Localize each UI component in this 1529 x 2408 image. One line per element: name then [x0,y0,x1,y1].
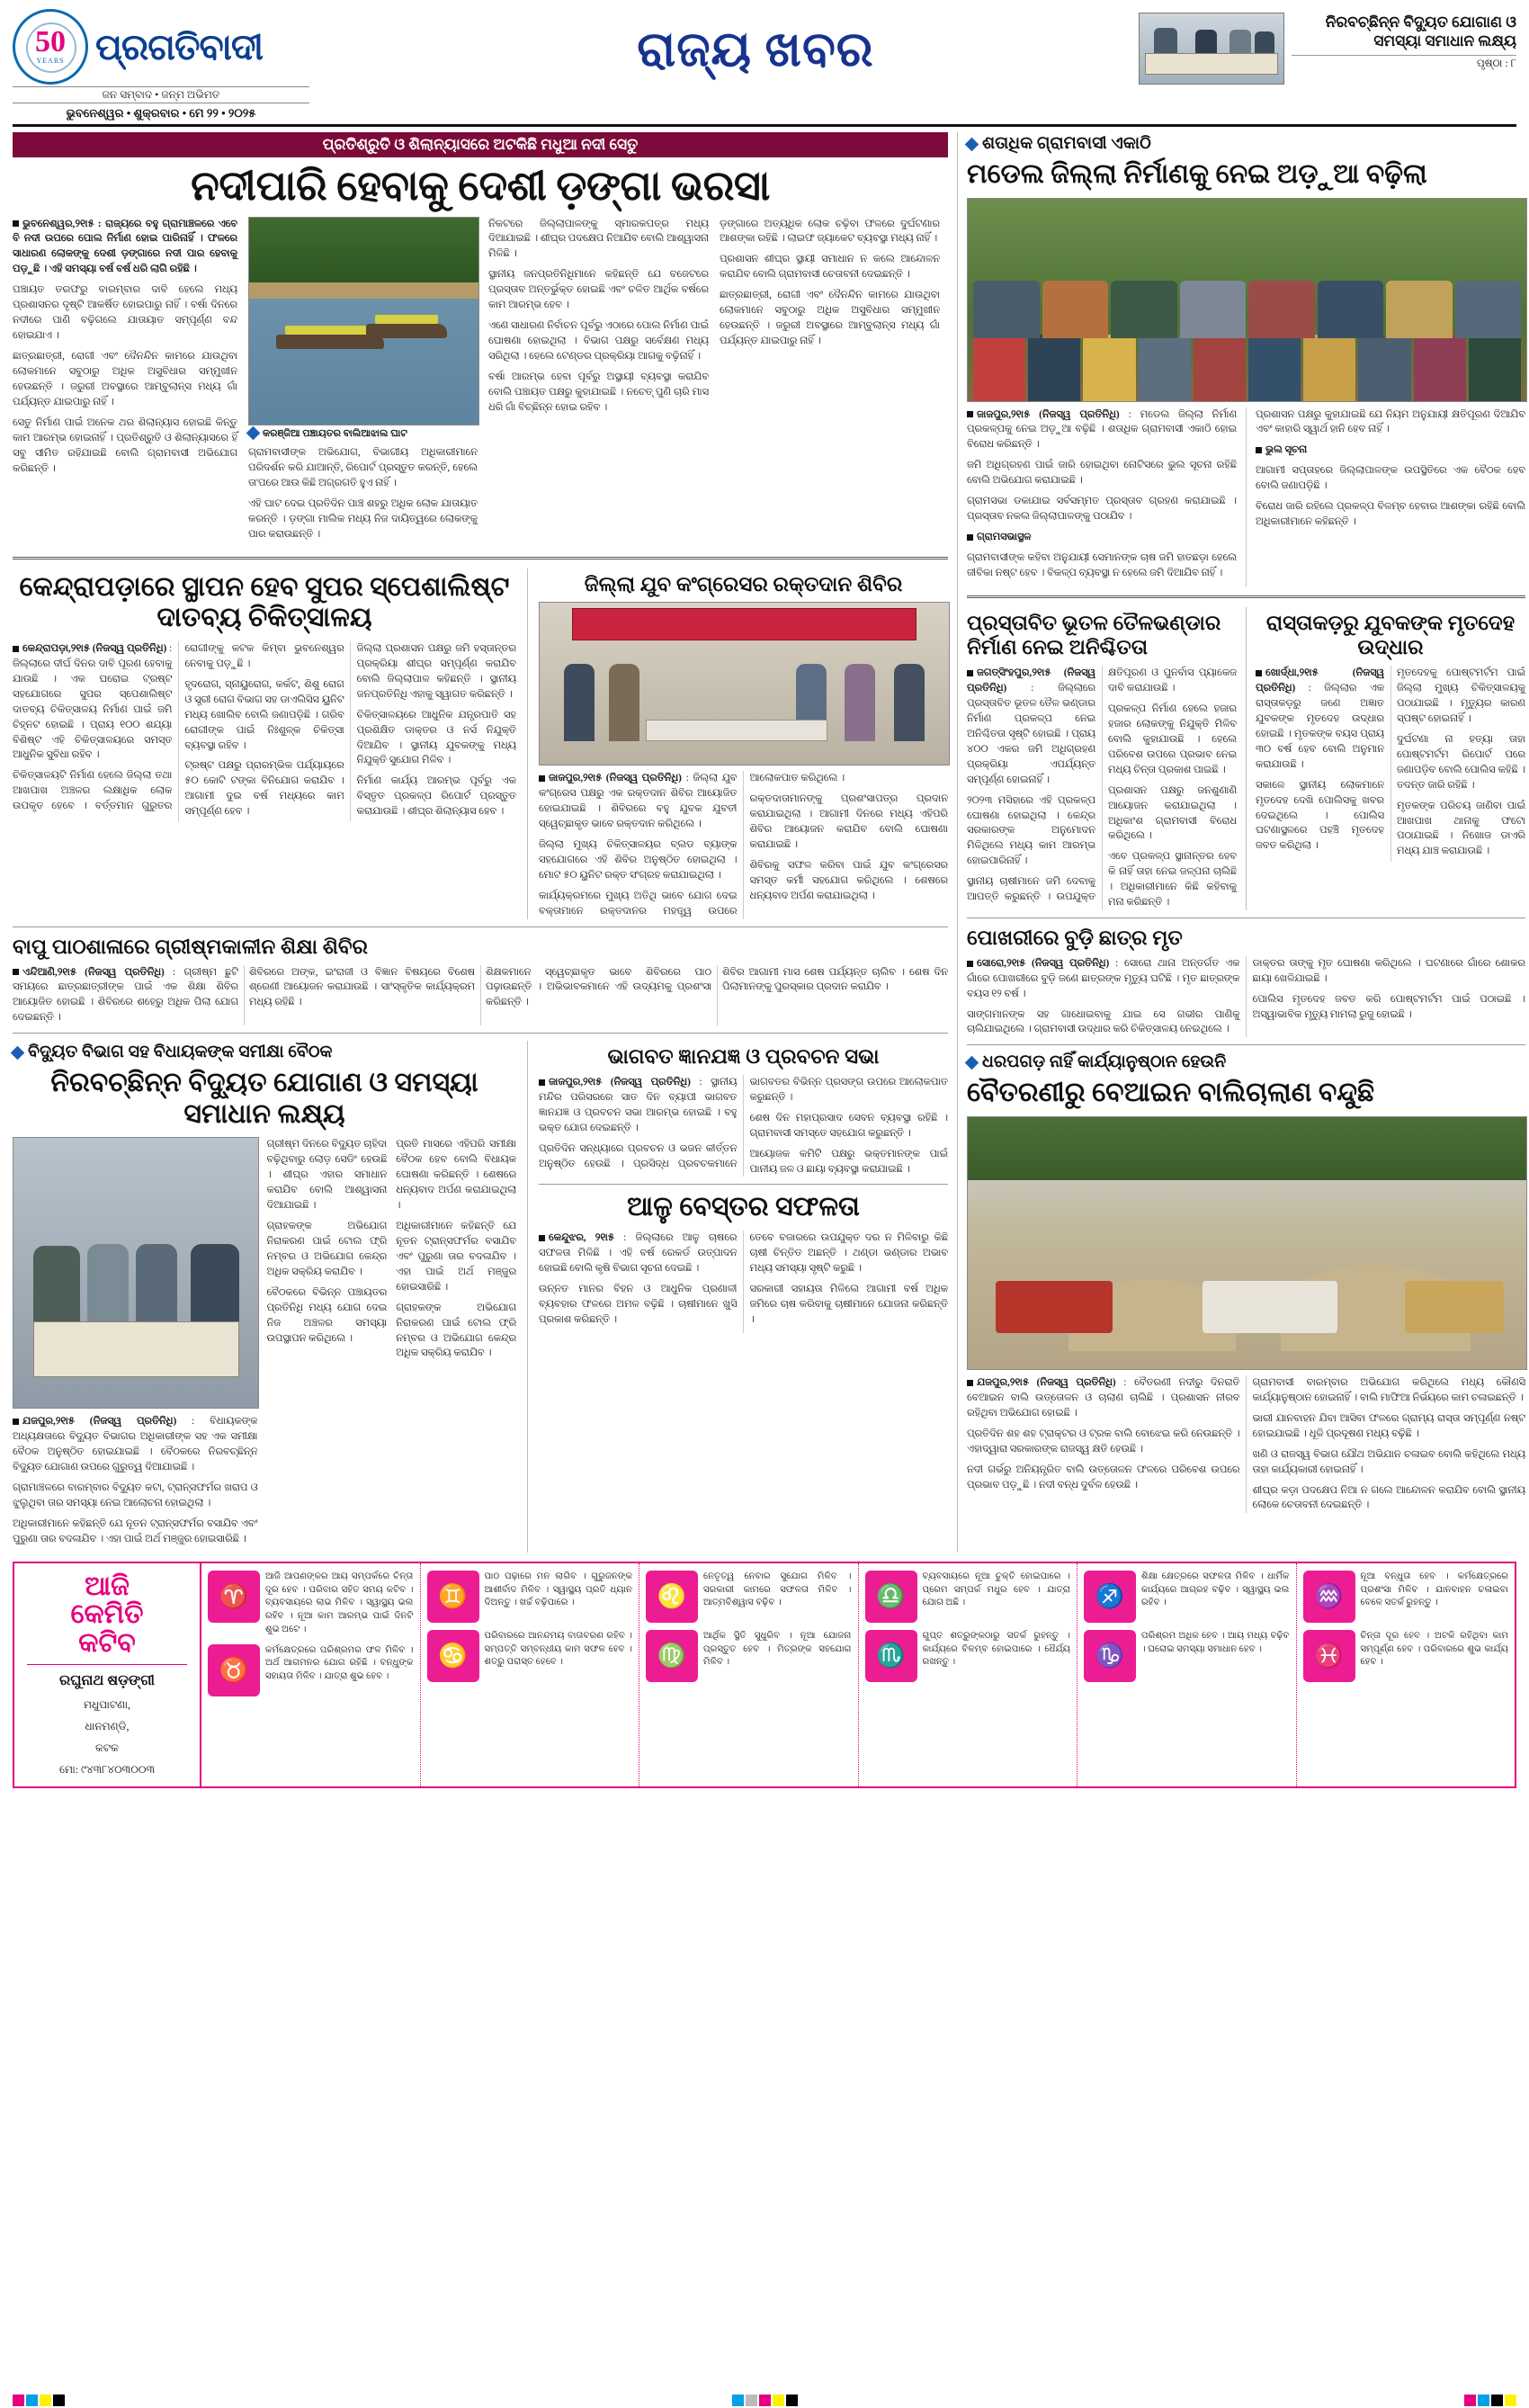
student-drown-para-2: ଡାକ୍ତର ତାଙ୍କୁ ମୃତ ଘୋଷଣା କରିଥିଲେ । ଘଟଣାରେ ଗାଁରେ ଶୋକର ଛାୟା ଖେଳିଯାଇଛି । [1252,957,1525,984]
lead-para-3: ସେତୁ ନିର୍ମାଣ ପାଇଁ ଅନେକ ଥର ଶିଲାନ୍ୟାସ ହୋଇଛି କିନ୍ତୁ କାମ ଆରମ୍ଭ ହୋଇନାହିଁ । ପ୍ରତିଶ୍ରୁତି ଓ ଶିଲାନ୍ୟାସରେ ହିଁ ସବୁ ସୀମିତ ରହିଯାଇଛି ବୋଲି ଗ୍ରାମବାସୀ ଅଭିଯୋଗ କରିଛନ୍ତି । [13,416,237,474]
masthead-promo [1139,9,1516,85]
model-district-kicker: ଶତାଧିକ ଗ୍ରାମବାସୀ ଏକାଠି [982,134,1151,153]
bhagabata-para-2: ଶେଷ ଦିନ ମହାପ୍ରସାଦ ସେବନ ବ୍ୟବସ୍ଥା ରହିଛି । ଗ୍ରାମବାସୀ ସମସ୍ତେ ସହଯୋଗ କରୁଛନ୍ତି । [749,1112,948,1139]
hospital-dateline: କେନ୍ଦ୍ରାପଡ଼ା,୨୧ା୫ (ନିଜସ୍ୱ ପ୍ରତିନିଧି) : ଜିଲ୍ଲାରେ ଦୀର୍ଘ ଦିନର ଦାବି ପୂରଣ ହେବାକୁ ଯାଉଛି । ଏକ ଘରୋଇ ଟ୍ରଷ୍ଟ ସହଯୋଗରେ ସୁପର ସ୍ପେଶାଲିଷ୍ଟ ଦାତବ୍ୟ ଚିକିତ୍ସାଳୟ ନିର୍ମାଣ ପାଇଁ ଜମି ଚିହ୍ନଟ ହୋଇଛି । ପ୍ରାୟ ୧୦୦ ଶଯ୍ୟା ବିଶିଷ୍ଟ ଏହି ଚିକିତ୍ସାଳୟରେ ସମସ୍ତ ଆଧୁନିକ ସୁବିଧା ରହିବ । [13,642,173,761]
model-district-photo [967,198,1527,402]
zodiac-cancer-text: ପରିବାରରେ ଆନନ୍ଦମୟ ବାତାବରଣ ରହିବ । ସମ୍ପତ୍ତି ସମ୍ବନ୍ଧୀୟ କାମ ସଫଳ ହେବ । ଶତ୍ରୁ ପରାସ୍ତ ହେବେ । [484,1630,632,1668]
diamond-icon [965,137,979,151]
horoscope-grid [201,1563,1515,1786]
hospital-para-6: ନିର୍ମାଣ କାର୍ଯ୍ୟ ଆରମ୍ଭ ପୂର୍ବରୁ ଏକ ବିସ୍ତୃତ ପ୍ରକଳ୍ପ ରିପୋର୍ଟ ପ୍ରସ୍ତୁତ କରାଯାଉଛି । ଶୀଘ୍ର ଶିଲାନ୍ୟାସ ହେବ । [356,775,516,818]
horoscope-column [1297,1563,1516,1786]
horoscope-title-3: କଟିବ [78,1627,136,1658]
zodiac-leo-icon: ♌ [646,1571,698,1623]
model-district-figure [967,198,1525,402]
lead-figure [248,217,478,441]
lead-kicker: ପ୍ରତିଶ୍ରୁତି ଓ ଶିଲାନ୍ୟାସରେ ଅଟକିଛି ମଧୁଆ ନଦୀ ସେତୁ [13,132,948,157]
summer-school-para-2: ଶିକ୍ଷକମାନେ ସ୍ୱେଚ୍ଛାକୃତ ଭାବେ ଶିବିରରେ ପାଠ ପଢ଼ାଉଛନ୍ତି । ଅଭିଭାବକମାନେ ଏହି ଉଦ୍ୟମକୁ ପ୍ରଶଂସା କରିଛନ୍ତି । [486,966,711,1008]
color-bar-group-right [1464,2395,1516,2406]
masthead [13,9,1516,127]
model-district-para-5: ଆଗାମୀ ସପ୍ତାହରେ ଜିଲ୍ଲାପାଳଙ୍କ ଉପସ୍ଥିତିରେ ଏକ ବୈଠକ ହେବ ବୋଲି ଜଣାପଡ଼ିଛି । [1256,465,1525,492]
lead-headline: ନଦୀପାରି ହେବାକୁ ଦେଶୀ ଡ଼ଙ୍ଗା ଭରସା [191,163,770,209]
left-column [13,132,958,1553]
lead-para-8: ଏଣେ ସାଧାରଣ ନିର୍ବାଚନ ପୂର୍ବରୁ ଏଠାରେ ପୋଲ ନିର୍ମାଣ ପାଇଁ ଘୋଷଣା ହୋଇଥିଲା । ବିଭାଗ ପକ୍ଷରୁ ସର୍ବେକ୍ଷଣ ମଧ୍ୟ ସରିଥିଲା । ହେଲେ ଟେଣ୍ଡର ପ୍ରକ୍ରିୟା ଆଗକୁ ବଢ଼ିନାହିଁ । [488,320,709,363]
power-meeting-para-7: ଅଧିକାରୀମାନେ କହିଛନ୍ତି ଯେ ନୂତନ ଟ୍ରାନ୍ସଫର୍ମର ବସାଯିବ ଏବଂ ପୁରୁଣା ତାର ବଦଳାଯିବ । ଏହା ପାଇଁ ଅର୍ଥ ମଞ୍ଜୁର ହୋଇସାରିଛି । [396,1220,517,1293]
bhagabata-para-1: ପ୍ରତିଦିନ ସନ୍ଧ୍ୟାରେ ପ୍ରବଚନ ଓ ଭଜନ କୀର୍ତ୍ତନ ଅନୁଷ୍ଠିତ ହେଉଛି । ପ୍ରସିଦ୍ଧ ପ୍ରବଚକମାନେ ଭାଗବତର ବିଭିନ୍ନ ପ୍ରସଙ୍ଗ ଉପରେ ଆଲୋକପାତ କରୁଛନ୍ତି । [539,1076,948,1169]
sand-mafia-photo [967,1116,1527,1370]
bhagabata-para-3: ଆୟୋଜକ କମିଟି ପକ୍ଷରୁ ଭକ୍ତମାନଙ୍କ ପାଇଁ ପାନୀୟ ଜଳ ଓ ଛାୟା ବ୍ୟବସ୍ଥା କରାଯାଇଛି । [749,1148,948,1175]
sand-mafia-kicker-row [967,1052,1525,1072]
student-drown-dateline: ସୋରୋ,୨୧ା୫ (ନିଜସ୍ୱ ପ୍ରତିନିଧି) : ସୋରୋ ଥାନା ଅନ୍ତର୍ଗତ ଏକ ଗାଁରେ ପୋଖରୀରେ ବୁଡ଼ି ଜଣେ ଛାତ୍ରଙ୍କ ମୃତ୍ୟୁ ଘଟିଛି । ମୃତ ଛାତ୍ରଙ୍କ ବୟସ ୧୨ ବର୍ଷ । [967,957,1240,999]
horoscope-author: ରଘୁନାଥ ଷଡ଼ଙ୍ଗୀ [58,1673,156,1689]
model-district-para-3: ଗ୍ରାମବାସୀଙ୍କ କହିବା ଅନୁଯାୟୀ ସେମାନଙ୍କ ଚାଷ ଜମି ହାତଛଡ଼ା ହେଲେ ଜୀବିକା ନଷ୍ଟ ହେବ । ବିକଳ୍ପ ବ୍ୟବସ୍ଥା ନ ହେଲେ ଜମି ଦିଆଯିବ ନାହିଁ । [967,552,1237,578]
horoscope-column [859,1563,1078,1786]
lead-para-extra: ଛାତ୍ରଛାତ୍ରୀ, ରୋଗୀ ଏବଂ ଦୈନନ୍ଦିନ କାମରେ ଯାଉଥିବା ଲୋକମାନେ ସବୁଠାରୁ ଅଧିକ ଅସୁବିଧାର ସମ୍ମୁଖୀନ ହେଉଛନ୍ତି । ଜରୁରୀ ଅବସ୍ଥାରେ ଆମ୍ବୁଲାନ୍ସ ମଧ୍ୟ ଗାଁ ପର୍ଯ୍ୟନ୍ତ ଯାଇପାରୁ ନାହିଁ । [720,290,940,347]
sand-mafia-title: ବୈତରଣୀରୁ ବେଆଇନ ବାଲିଚାଲାଣ ବନ୍ଦୁଛି [967,1078,1374,1108]
summer-school-para-1: ଶିବିରରେ ଅଙ୍କ, ଇଂରାଜୀ ଓ ବିଜ୍ଞାନ ବିଷୟରେ ବିଶେଷ ଶ୍ରେଣୀ ଆୟୋଜନ କରାଯାଉଛି । ସାଂସ୍କୃତିକ କାର୍ଯ୍ୟକ୍ରମ ମଧ୍ୟ ରହିଛି । [249,966,475,1008]
horoscope-address-1: ମଧୁପାଟଣା, [84,1698,130,1712]
student-drown-title: ପୋଖରୀରେ ବୁଡ଼ି ଛାତ୍ର ମୃତ [967,926,1183,950]
promo-photo [1139,13,1284,85]
right-column [958,132,1525,1553]
body-found-title: ରାସ୍ତାକଡ଼ରୁ ଯୁବକଙ୍କ ମୃତଦେହ ଉଦ୍ଧାର [1265,611,1516,659]
power-meeting-para-5: ବୈଠକରେ ବିଭିନ୍ନ ପଞ୍ଚାୟତର ପ୍ରତିନିଧି ମଧ୍ୟ ଯୋଗ ଦେଇ ନିଜ ଅଞ୍ଚଳର ସମସ୍ୟା ଉପସ୍ଥାପନ କରିଥିଲେ । [266,1286,388,1344]
hospital-para-3: ଟ୍ରଷ୍ଟ ପକ୍ଷରୁ ପ୍ରାରମ୍ଭିକ ପର୍ଯ୍ୟାୟରେ ୫୦ କୋଟି ଟଙ୍କା ବିନିଯୋଗ କରାଯିବ । ଆଗାମୀ ଦୁଇ ବର୍ଷ ମଧ୍ୟରେ କାମ ସମ୍ପୂର୍ଣ୍ଣ ହେବ । [184,760,344,818]
sand-mafia-para-6: ଶୀଘ୍ର କଡ଼ା ପଦକ୍ଷେପ ନିଆ ନ ଗଲେ ଆନ୍ଦୋଳନ କରାଯିବ ବୋଲି ସ୍ଥାନୀୟ ଲୋକେ ଚେତାବନୀ ଦେଇଛନ୍ତି । [1252,1484,1525,1511]
sand-mafia-para-1: ପ୍ରତିଦିନ ଶହ ଶହ ଟ୍ରାକ୍ଟର ଓ ଟ୍ରକ ବାଲି ବୋଝେଇ କରି ନେଉଛନ୍ତି । ଏହାଦ୍ୱାରା ସରକାରଙ୍କ ରାଜସ୍ୱ କ୍ଷତି ହେଉଛି । [967,1428,1240,1455]
hospital-para-1: ଚିକିତ୍ସାଳୟଟି ନିର୍ମାଣ ହେଲେ ଜିଲ୍ଲା ତଥା ଆଖପାଖ ଅଞ୍ଚଳର ଲକ୍ଷାଧିକ ଲୋକ ଉପକୃତ ହେବେ । ବର୍ତ୍ତମାନ ଗୁରୁତର ରୋଗୀଙ୍କୁ କଟକ କିମ୍ବା ଭୁବନେଶ୍ୱର ନେବାକୁ ପଡ଼ୁଛି । [13,642,344,812]
section-title-block [372,9,1139,78]
lead-para-10: ଡ଼ଙ୍ଗାରେ ଅତ୍ୟଧିକ ଲୋକ ଚଢ଼ିବା ଫଳରେ ଦୁର୍ଘଟଣାର ଆଶଙ୍କା ରହିଛି । ଲାଇଫ ଜ୍ୟାକେଟ ବ୍ୟବସ୍ଥା ମଧ୍ୟ ନାହିଁ । [720,218,940,245]
horoscope-masthead [14,1563,201,1786]
zodiac-capricorn-icon: ♑ [1084,1630,1136,1682]
zodiac-scorpio-icon: ♏ [865,1630,917,1682]
blood-camp-photo [539,602,950,765]
model-district-para-4: ପ୍ରଶାସନ ପକ୍ଷରୁ କୁହାଯାଇଛି ଯେ ନିୟମ ଅନୁଯାୟୀ କ୍ଷତିପୂରଣ ଦିଆଯିବ ଏବଂ କାହାରି ସ୍ୱାର୍ଥ ହାନି ହେବ ନାହିଁ । [1256,408,1525,435]
oil-depot-para-1: ୨୦୨୩ ମସିହାରେ ଏହି ପ୍ରକଳ୍ପ ଘୋଷଣା ହୋଇଥିଲା । କେନ୍ଦ୍ର ସରକାରଙ୍କ ଅନୁମୋଦନ ମିଳିଥିଲେ ମଧ୍ୟ କାମ ଆରମ୍ଭ ହୋଇପାରିନାହିଁ । [967,794,1095,867]
power-meeting-para-8: ଗ୍ରାହକଙ୍କ ଅଭିଯୋଗ ନିରାକରଣ ପାଇଁ ଟୋଲ ଫ୍ରି ନମ୍ବର ଓ ଅଭିଯୋଗ କେନ୍ଦ୍ର ଅଧିକ ସକ୍ରିୟ କରାଯିବ । [396,1302,517,1359]
power-meeting-kicker-row [13,1043,516,1062]
diamond-icon [965,1056,979,1070]
zodiac-leo-text: ନେତୃତ୍ୱ ନେବାର ସୁଯୋଗ ମିଳିବ । ସରକାରୀ କାମରେ ସଫଳତା ମିଳିବ । ଆତ୍ମବିଶ୍ୱାସ ବଢ଼ିବ । [703,1571,852,1608]
zodiac-aries-icon: ♈ [208,1571,260,1623]
zodiac-libra-text: ବ୍ୟବସାୟରେ ନୂଆ ଚୁକ୍ତି ହୋଇପାରେ । ପ୍ରେମ ସମ୍ପର୍କ ମଧୁର ହେବ । ଯାତ୍ରା ଯୋଗ ଅଛି । [922,1571,1070,1608]
body-found-para-4: ମୃତକଙ୍କ ପରିଚୟ ଜାଣିବା ପାଇଁ ଆଖପାଖ ଥାନାକୁ ଫଟୋ ପଠାଯାଇଛି । ନିଖୋଜ ଡାଏରି ମଧ୍ୟ ଯାଞ୍ଚ କରାଯାଉଛି । [1397,800,1525,857]
zodiac-aquarius-icon: ♒ [1303,1571,1355,1623]
sand-mafia-para-3: ଗ୍ରାମବାସୀ ବାରମ୍ବାର ଅଭିଯୋଗ କରିଥିଲେ ମଧ୍ୟ କୌଣସି କାର୍ଯ୍ୟାନୁଷ୍ଠାନ ହୋଇନାହିଁ । ବାଲି ମାଫିଆ ନିର୍ଭୟରେ କାମ ଚଳାଇଛନ୍ତି । [1252,1376,1525,1403]
lead-para-4: ଗ୍ରାମବାସୀଙ୍କ ଅଭିଯୋଗ, ବିଭାଗୀୟ ଅଧିକାରୀମାନେ ପରିଦର୍ଶନ କରି ଯାଆନ୍ତି, ରିପୋର୍ଟ ପ୍ରସ୍ତୁତ କରନ୍ତି, ହେଲେ ତା'ପରେ ଆଉ କିଛି ଅଗ୍ରଗତି ହୁଏ ନାହିଁ । [248,447,478,489]
print-color-bars [13,2395,1516,2406]
color-bar-group-left [13,2395,65,2406]
horoscope-panel [13,1562,1516,1788]
lead-para-9: ବର୍ଷା ଆରମ୍ଭ ହେବା ପୂର୍ବରୁ ଅସ୍ଥାୟୀ ବ୍ୟବସ୍ଥା କରାଯିବ ବୋଲି ପଞ୍ଚାୟତ ପକ୍ଷରୁ କୁହାଯାଇଛି । ନଚେତ୍ ପୁଣି ଚାରି ମାସ ଧରି ଗାଁ ବିଚ୍ଛିନ୍ନ ହୋଇ ରହିବ । [488,371,709,413]
page-number: ପୃଷ୍ଠା : ୮ [1292,55,1516,70]
logo-row [13,9,372,85]
summer-school-title: ବାପୁ ପାଠଶାଳାରେ ଗ୍ରୀଷ୍ମକାଳୀନ ଶିକ୍ଷା ଶିବିର [13,935,368,958]
power-meeting-para-2: ଅଧିକାରୀମାନେ କହିଛନ୍ତି ଯେ ନୂତନ ଟ୍ରାନ୍ସଫର୍ମର ବସାଯିବ ଏବଂ ପୁରୁଣା ତାର ବଦଳାଯିବ । ଏହା ପାଇଁ ଅର୍ଥ ମଞ୍ଜୁର ହୋଇସାରିଛି । [13,1517,258,1544]
lead-para-0: ଭୁବନେଶ୍ୱର,୨୧ା୫ : ରାଜ୍ୟରେ ବହୁ ଗ୍ରାମାଞ୍ଚଳରେ ଏବେ ବି ନଦୀ ଉପରେ ପୋଲ ନିର୍ମାଣ ହୋଇ ପାରିନାହିଁ । ଫଳରେ ସାଧାରଣ ଲୋକଙ୍କୁ ଦେଶୀ ଡ଼ଙ୍ଗାରେ ନଦୀ ପାର ହେବାକୁ ପଡ଼ୁଛି । ଏହି ସମସ୍ୟା ବର୍ଷ ବର୍ଷ ଧରି ଲାଗି ରହିଛି । [13,218,237,275]
blood-camp-para-1: ଜିଲ୍ଲା ମୁଖ୍ୟ ଚିକିତ୍ସାଳୟର ବ୍ଲଡ ବ୍ୟାଙ୍କ ସହଯୋଗରେ ଏହି ଶିବିର ଅନୁଷ୍ଠିତ ହୋଇଥିଲା । ମୋଟ ୫୦ ୟୁନିଟ ରକ୍ତ ସଂଗ୍ରହ କରାଯାଇଥିଲା । [539,839,738,882]
horoscope-column [639,1563,859,1786]
anniversary-years: YEARS [36,56,65,65]
brand-name: ପ୍ରଗତିବାଦୀ [95,26,264,67]
body-found-dateline: ଖୋର୍ଦ୍ଧା,୨୧ା୫ (ନିଜସ୍ୱ ପ୍ରତିନିଧି) : ଜିଲ୍ଲାର ଏକ ରାସ୍ତାକଡ଼ରୁ ଜଣେ ଅଜ୍ଞାତ ଯୁବକଙ୍କ ମୃତଦେହ ଉଦ୍ଧାର ହୋଇଛି । ମୃତକଙ୍କ ବୟସ ପ୍ରାୟ ୩୦ ବର୍ଷ ହେବ ବୋଲି ଅନୁମାନ କରାଯାଉଛି । [1256,667,1384,770]
horoscope-title-1: ଆଜି [85,1571,130,1601]
zodiac-capricorn-text: ପରିଶ୍ରମ ଅଧିକ ହେବ । ଆୟ ମଧ୍ୟ ବଢ଼ିବ । ଘରୋଇ ସମସ୍ୟା ସମାଧାନ ହେବ । [1141,1630,1290,1654]
blood-camp-para-2: କାର୍ଯ୍ୟକ୍ରମରେ ମୁଖ୍ୟ ଅତିଥି ଭାବେ ଯୋଗ ଦେଇ ବକ୍ତାମାନେ ରକ୍ତଦାନର ମହତ୍ତ୍ୱ ଉପରେ ଆଲୋକପାତ କରିଥିଲେ । [539,773,845,917]
bhagabata-dateline: ଜାଜପୁର,୨୧ା୫ (ନିଜସ୍ୱ ପ୍ରତିନିଧି) : ସ୍ଥାନୀୟ ମନ୍ଦିର ପରିସରରେ ସାତ ଦିନ ବ୍ୟାପୀ ଭାଗବତ ଜ୍ଞାନଯଜ୍ଞ ଓ ପ୍ରବଚନ ସଭା ଆରମ୍ଭ ହୋଇଛି । ବହୁ ଭକ୍ତ ଯୋଗ ଦେଇଛନ୍ତି । [539,1076,738,1133]
model-district-dateline: ଜାଜପୁର,୨୧ା୫ (ନିଜସ୍ୱ ପ୍ରତିନିଧି) : ମଡେଲ ଜିଲ୍ଲା ନିର୍ମାଣ ପ୍ରକଳ୍ପକୁ ନେଇ ଅଡ଼ୁଆ ବଢ଼ିଛି । ଶତାଧିକ ଗ୍ରାମବାସୀ ଏକାଠି ହୋଇ ବିରୋଧ କରିଛନ୍ତି । [967,408,1237,451]
sand-mafia-figure [967,1116,1525,1370]
sand-mafia-dateline: ଯଜପୁର,୨୧ା୫ (ନିଜସ୍ୱ ପ୍ରତିନିଧି) : ବୈତରଣୀ ନଦୀରୁ ଦିନରାତି ବେଆଇନ ବାଲି ଉତ୍ତୋଳନ ଓ ଚାଲାଣ ଚାଲିଛି । ପ୍ରଶାସନ ନୀରବ ରହିଥିବା ଅଭିଯୋଗ ହୋଇଛି । [967,1376,1240,1419]
power-meeting-figure [13,1137,257,1409]
horoscope-phone: ମୋ: ୯୪୩୮୪୦୩୦୦୩ [58,1763,156,1777]
zodiac-pisces-text: ଚିନ୍ତା ଦୂର ହେବ । ଅଟକି ରହିଥିବା କାମ ସମ୍ପୂର୍ଣ୍ଣ ହେବ । ପରିବାରରେ ଶୁଭ କାର୍ଯ୍ୟ ହେବ । [1360,1630,1508,1668]
potato-para-3: ସରକାରୀ ସହାୟତା ମିଳିଲେ ଆଗାମୀ ବର୍ଷ ଅଧିକ ଜମିରେ ଚାଷ କରିବାକୁ ଚାଷୀମାନେ ଯୋଜନା କରିଛନ୍ତି । [749,1283,948,1325]
zodiac-sagittarius-text: ଶିକ୍ଷା କ୍ଷେତ୍ରରେ ସଫଳତା ମିଳିବ । ଧାର୍ମିକ କାର୍ଯ୍ୟରେ ଆଗ୍ରହ ବଢ଼ିବ । ସ୍ୱାସ୍ଥ୍ୟ ଭଲ ରହିବ । [1141,1571,1290,1608]
color-bar-group-center [732,2395,798,2406]
lead-para-7: ସ୍ଥାନୀୟ ଜନପ୍ରତିନିଧିମାନେ କହିଛନ୍ତି ଯେ ବଜେଟରେ ପ୍ରସ୍ତାବ ଅନ୍ତର୍ଭୁକ୍ତ ହୋଇଛି ଏବଂ ଚଳିତ ଆର୍ଥିକ ବର୍ଷରେ କାମ ଆରମ୍ଭ ହେବ । [488,269,709,311]
horoscope-column [201,1563,421,1786]
model-district-para-2: ଗ୍ରାମସଭା ଡକାଯାଇ ସର୍ବସମ୍ମତ ପ୍ରସ୍ତାବ ଗ୍ରହଣ କରାଯାଇଛି । ପ୍ରସ୍ତାବ ନକଲ ଜିଲ୍ଲାପାଳଙ୍କୁ ପଠାଯିବ । [967,496,1237,523]
sand-mafia-para-4: ଭାରୀ ଯାନବାହନ ଯିବା ଆସିବା ଫଳରେ ଗ୍ରାମ୍ୟ ରାସ୍ତା ସମ୍ପୂର୍ଣ୍ଣ ନଷ୍ଟ ହୋଇଯାଇଛି । ଧୂଳି ପ୍ରଦୂଷଣ ମଧ୍ୟ ବଢ଼ିଛି । [1252,1412,1525,1439]
zodiac-cancer-icon: ♋ [427,1630,479,1682]
horoscope-title-2: କେମିତି [70,1599,144,1630]
power-meeting-para-1: ଗ୍ରାମାଞ୍ଚଳରେ ବାରମ୍ବାର ବିଦ୍ୟୁତ କଟା, ଟ୍ରାନ୍ସଫର୍ମର ଖରାପ ଓ ଝୁଲୁଥିବା ତାର ସମସ୍ୟା ନେଇ ଆଲୋଚନା ହୋଇଥିଲା । [13,1482,258,1508]
oil-depot-para-2: ସ୍ଥାନୀୟ ଚାଷୀମାନେ ଜମି ଦେବାକୁ ଆପତ୍ତି କରୁଛନ୍ତି । ଉପଯୁକ୍ତ କ୍ଷତିପୂରଣ ଓ ପୁନର୍ବାସ ପ୍ୟାକେଜ ଦାବି କରାଯାଉଛି । [967,667,1237,903]
zodiac-taurus-text: କର୍ମକ୍ଷେତ୍ରରେ ପରିଶ୍ରମର ଫଳ ମିଳିବ । ଅର୍ଥ ଆଗମନର ଯୋଗ ରହିଛି । ବନ୍ଧୁଙ୍କ ସହାୟତା ମିଳିବ । ଯାତ୍ରା ଶୁଭ ହେବ । [265,1644,414,1682]
horoscope-column [1077,1563,1297,1786]
oil-depot-para-3: ପ୍ରକଳ୍ପ ନିର୍ମାଣ ହେଲେ ହଜାର ହଜାର ଲୋକଙ୍କୁ ନିଯୁକ୍ତି ମିଳିବ ବୋଲି କୁହାଯାଉଛି । ହେଲେ ପରିବେଶ ଉପରେ ପ୍ରଭାବ ନେଇ ମଧ୍ୟ ଚିନ୍ତା ପ୍ରକାଶ ପାଇଛି । [1108,703,1237,775]
hospital-title: କେନ୍ଦ୍ରାପଡ଼ାରେ ସ୍ଥାପନ ହେବ ସୁପର ସ୍ପେଶାଲିଷ୍ଟ ଦାତବ୍ୟ ଚିକିତ୍ସାଳୟ [19,571,510,633]
sand-mafia-para-5: ଖଣି ଓ ରାଜସ୍ୱ ବିଭାଗ ଯୌଥ ଅଭିଯାନ ଚଳାଇବ ବୋଲି କହିଥିଲେ ମଧ୍ୟ ତାହା କାର୍ଯ୍ୟକାରୀ ହୋଇନାହିଁ । [1252,1448,1525,1475]
potato-dateline: କେନ୍ଦୁଝର, ୨୧ା୫ : ଜିଲ୍ଲାରେ ଆଳୁ ଚାଷରେ ସଫଳତା ମିଳିଛି । ଏହି ବର୍ଷ ରେକର୍ଡ ଉତ୍ପାଦନ ହୋଇଛି ବୋଲି କୃଷି ବିଭାଗ ସୂଚନା ଦେଇଛି । [539,1231,738,1274]
model-district-kicker-row [967,134,1525,154]
model-district-para-1: ଜମି ଅଧିଗ୍ରହଣ ପାଇଁ ଜାରି ହୋଇଥିବା ନୋଟିସରେ ଭୁଲ ସୂଚନା ରହିଛି ବୋଲି ଅଭିଯୋଗ କରାଯାଇଛି । [967,460,1237,487]
model-district-title: ମଡେଲ ଜିଲ୍ଲା ନିର୍ମାଣକୁ ନେଇ ଅଡ଼ୁଆ ବଢ଼ିଲା [967,159,1427,189]
summer-school-dateline: ଏନ୍ଦିଆଣି,୨୧ା୫ (ନିଜସ୍ୱ ପ୍ରତିନିଧି) : ଗ୍ରୀଷ୍ମ ଛୁଟି ସମୟରେ ଛାତ୍ରଛାତ୍ରୀଙ୍କ ପାଇଁ ଏକ ଶିକ୍ଷା ଶିବିର ଆୟୋଜିତ ହୋଇଛି । ଶିବିରରେ ଶହେରୁ ଅଧିକ ପିଲା ଯୋଗ ଦେଇଛନ୍ତି । [13,966,238,1024]
oil-depot-title: ପ୍ରସ୍ତାବିତ ଭୂତଳ ତୈଳଭଣ୍ଡାର ନିର୍ମାଣ ନେଇ ଅନିଶ୍ଚିତତା [967,611,1221,659]
blood-camp-title: ଜିଲ୍ଲା ଯୁବ କଂଗ୍ରେସର ରକ୍ତଦାନ ଶିବିର [584,572,903,595]
zodiac-gemini-text: ପାଠ ପଢ଼ାରେ ମନ ଲାଗିବ । ଗୁରୁଜନଙ୍କ ଆଶୀର୍ବାଦ ମିଳିବ । ସ୍ୱାସ୍ଥ୍ୟ ପ୍ରତି ଧ୍ୟାନ ଦିଅନ୍ତୁ । ଖର୍ଚ୍ଚ ବଢ଼ିପାରେ । [484,1571,632,1608]
anniversary-number: 50 [35,25,66,59]
bhagabata-title: ଭାଗବତ ଜ୍ଞାନଯଜ୍ଞ ଓ ପ୍ରବଚନ ସଭା [607,1045,880,1069]
lead-para-5: ଏହି ଘାଟ ଦେଇ ପ୍ରତିଦିନ ପାଞ୍ଚ ଶହରୁ ଅଧିକ ଲୋକ ଯାତାୟାତ କରନ୍ତି । ଡ଼ଙ୍ଗା ମାଲିକ ମଧ୍ୟ ନିଜ ଦାୟିତ୍ୱରେ ଲୋକଙ୍କୁ ପାର କରାଉଛନ୍ତି । [248,498,478,540]
zodiac-aquarius-text: ନୂଆ ବନ୍ଧୁତା ହେବ । କର୍ମକ୍ଷେତ୍ରରେ ପ୍ରଶଂସା ମିଳିବ । ଯାନବାହନ ଚଳାଇବା ବେଳେ ସତର୍କ ରୁହନ୍ତୁ । [1360,1571,1508,1608]
potato-para-1: ଉନ୍ନତ ମାନର ବିହନ ଓ ଆଧୁନିକ ପ୍ରଣାଳୀ ବ୍ୟବହାର ଫଳରେ ଅମଳ ବଢ଼ିଛି । ଚାଷୀମାନେ ଖୁସି ପ୍ରକାଶ କରିଛନ୍ତି । [539,1283,738,1325]
horoscope-address-3: କଟକ [94,1741,120,1755]
power-meeting-para-4: ଗ୍ରାହକଙ୍କ ଅଭିଯୋଗ ନିରାକରଣ ପାଇଁ ଟୋଲ ଫ୍ରି ନମ୍ବର ଓ ଅଭିଯୋଗ କେନ୍ଦ୍ର ଅଧିକ ସକ୍ରିୟ କରାଯିବ । [266,1220,388,1277]
body-found-para-1: ସକାଳେ ସ୍ଥାନୀୟ ଲୋକମାନେ ମୃତଦେହ ଦେଖି ପୋଲିସକୁ ଖବର ଦେଇଥିଲେ । ପୋଲିସ ଘଟଣାସ୍ଥଳରେ ପହଞ୍ଚି ମୃତଦେହ ଜବତ କରିଥିଲା । [1256,779,1384,852]
oil-depot-dateline: ଜଗତ୍‌ସିଂହପୁର,୨୧ା୫ (ନିଜସ୍ୱ ପ୍ରତିନିଧି) : ଜିଲ୍ଲାରେ ପ୍ରସ୍ତାବିତ ଭୂତଳ ତୈଳ ଭଣ୍ଡାର ନିର୍ମାଣ ପ୍ରକଳ୍ପ ନେଇ ଅନିଶ୍ଚିତତା ସୃଷ୍ଟି ହୋଇଛି । ପ୍ରାୟ ୪୦୦ ଏକର ଜମି ଅଧିଗ୍ରହଣ ପ୍ରକ୍ରିୟା ଏପର୍ଯ୍ୟନ୍ତ ସମ୍ପୂର୍ଣ୍ଣ ହୋଇନାହିଁ । [967,667,1095,785]
zodiac-taurus-icon: ♉ [208,1644,260,1696]
potato-title: ଆଳୁ ବେସ୍ତର ସଫଳତା [627,1192,860,1222]
lead-para-6: ନିକଟରେ ଜିଲ୍ଲାପାଳଙ୍କୁ ସ୍ମାରକପତ୍ର ମଧ୍ୟ ଦିଆଯାଇଛି । ଶୀଘ୍ର ପଦକ୍ଷେପ ନିଆଯିବ ବୋଲି ଆଶ୍ୱାସନା ମିଳିଛି । [488,218,709,260]
brand-sub: ଜନ ସମ୍ବାଦ • ଜନ୍ମ ଅଭିମତ [13,86,309,103]
model-district-caption-left: ଗ୍ରାମସଭାସ୍ଥଳ [967,530,1237,545]
oil-depot-para-5: ଏବେ ପ୍ରକଳ୍ପ ସ୍ଥାନାନ୍ତର ହେବ କି ନାହିଁ ତାହା ନେଇ ଜଳ୍ପନା ଚାଲିଛି । ଅଧିକାରୀମାନେ କିଛି କହିବାକୁ ମନା କରିଛନ୍ତି । [1108,851,1237,909]
lead-para-1: ପଞ୍ଚାୟତ ତରଫରୁ ବାରମ୍ବାର ଦାବି ହେଲେ ମଧ୍ୟ ପ୍ରଶାସନର ଦୃଷ୍ଟି ଆକର୍ଷିତ ହୋଇପାରୁ ନାହିଁ । ବର୍ଷା ଦିନରେ ନଦୀରେ ପାଣି ବଢ଼ିଗଲେ ଯାତାୟାତ ସମ୍ପୂର୍ଣ୍ଣ ବନ୍ଦ ହୋଇଯାଏ । [13,284,237,342]
page-body [13,132,1525,1553]
diamond-icon [246,425,261,440]
power-meeting-photo [13,1137,259,1409]
lead-caption: କରଞ୍ଜିଆ ପଞ୍ଚାୟତର ବାଲିଆଝାଲ ଘାଟ [248,428,478,441]
blood-camp-dateline: ଜାଜପୁର,୨୧ା୫ (ନିଜସ୍ୱ ପ୍ରତିନିଧି) : ଜିଲ୍ଲା ଯୁବ କଂଗ୍ରେସ ପକ୍ଷରୁ ଏକ ରକ୍ତଦାନ ଶିବିର ଆୟୋଜିତ ହୋଇଯାଇଛି । ଶିବିରରେ ବହୁ ଯୁବକ ଯୁବତୀ ସ୍ୱେଚ୍ଛାକୃତ ଭାବେ ରକ୍ତଦାନ କରିଥିଲେ । [539,773,738,830]
model-district-caption-right: ଭୁଲ ସୂଚନା [1256,443,1525,458]
zodiac-aries-text: ଆଜି ଆପଣଙ୍କର ଆୟ ସମ୍ପର୍କରେ ଚିନ୍ତା ଦୂର ହେବ । ପରିବାର ସହିତ ସମୟ କଟିବ । ବ୍ୟବସାୟରେ ଲାଭ ମିଳିବ । ସ୍ୱାସ୍ଥ୍ୟ ଭଲ ରହିବ । ନୂଆ କାମ ଆରମ୍ଭ ପାଇଁ ଦିନଟି ଶୁଭ ଅଟେ । [265,1571,414,1634]
model-district-para-6: ବିରୋଧ ଜାରି ରହିଲେ ପ୍ରକଳ୍ପ ବିଳମ୍ବ ହେବାର ଆଶଙ୍କା ରହିଛି ବୋଲି ଅଧିକାରୀମାନେ କହିଛନ୍ତି । [1256,501,1525,528]
power-meeting-dateline: ଯଜପୁର,୨୧ା୫ (ନିଜସ୍ୱ ପ୍ରତିନିଧି) : ବିଧାୟକଙ୍କ ଅଧ୍ୟକ୍ଷତାରେ ବିଦ୍ୟୁତ ବିଭାଗର ଅଧିକାରୀଙ୍କ ସହ ଏକ ସମୀକ୍ଷା ବୈଠକ ଅନୁଷ୍ଠିତ ହୋଇଯାଇଛି । ବୈଠକରେ ନିରବଚ୍ଛିନ୍ନ ବିଦ୍ୟୁତ ଯୋଗାଣ ଉପରେ ଗୁରୁତ୍ୱ ଦିଆଯାଇଛି । [13,1416,258,1473]
lead-para-2: ଛାତ୍ରଛାତ୍ରୀ, ରୋଗୀ ଏବଂ ଦୈନନ୍ଦିନ କାମରେ ଯାଉଥିବା ଲୋକମାନେ ସବୁଠାରୁ ଅଧିକ ଅସୁବିଧାର ସମ୍ମୁଖୀନ ହେଉଛନ୍ତି । ଜରୁରୀ ଅବସ୍ଥାରେ ଆମ୍ବୁଲାନ୍ସ ମଧ୍ୟ ଗାଁ ପର୍ଯ୍ୟନ୍ତ ଯାଇପାରୁ ନାହିଁ । [13,351,237,407]
lead-photo [248,217,479,425]
sand-mafia-kicker: ଧରପଗଡ଼ ନାହିଁ କାର୍ଯ୍ୟାନୁଷ୍ଠାନ ହେଉନି [982,1052,1227,1072]
body-found-para-3: ଦୁର୍ଘଟଣା ନା ହତ୍ୟା ତାହା ପୋଷ୍ଟମର୍ଟମ ରିପୋର୍ଟ ପରେ ଜଣାପଡ଼ିବ ବୋଲି ପୋଲିସ କହିଛି । ତଦନ୍ତ ଜାରି ରହିଛି । [1397,733,1525,791]
power-meeting-para-6: ପ୍ରତି ମାସରେ ଏହିପରି ସମୀକ୍ଷା ବୈଠକ ହେବ ବୋଲି ବିଧାୟକ ଘୋଷଣା କରିଛନ୍ତି । ଶେଷରେ ଧନ୍ୟବାଦ ଅର୍ପଣ କରାଯାଇଥିଲା । [396,1139,517,1212]
power-meeting-kicker: ବିଦ୍ୟୁତ ବିଭାଗ ସହ ବିଧାୟକଙ୍କ ସମୀକ୍ଷା ବୈଠକ [28,1043,333,1062]
blood-camp-para-4: ଶିବିରକୁ ସଫଳ କରିବା ପାଇଁ ଯୁବ କଂଗ୍ରେସର ସମସ୍ତ କର୍ମୀ ସହଯୋଗ କରିଥିଲେ । ଶେଷରେ ଧନ୍ୟବାଦ ଅର୍ପଣ କରାଯାଇଥିଲା । [749,860,948,902]
zodiac-scorpio-text: ଗୁପ୍ତ ଶତ୍ରୁଙ୍କଠାରୁ ସତର୍କ ରୁହନ୍ତୁ । କାର୍ଯ୍ୟରେ ବିଳମ୍ବ ହୋଇପାରେ । ଧୈର୍ଯ୍ୟ ରଖନ୍ତୁ । [922,1630,1070,1668]
body-found-para-2: ମୃତଦେହକୁ ପୋଷ୍ଟମର୍ଟମ ପାଇଁ ଜିଲ୍ଲା ମୁଖ୍ୟ ଚିକିତ୍ସାଳୟକୁ ପଠାଯାଇଛି । ମୃତ୍ୟୁର କାରଣ ସ୍ପଷ୍ଟ ହୋଇନାହିଁ । [1397,667,1525,724]
promo-text: ନିରବଚ୍ଛିନ୍ନ ବିଦ୍ୟୁତ ଯୋଗାଣ ଓ ସମସ୍ୟା ସମାଧାନ ଲକ୍ଷ୍ୟ [1325,13,1516,50]
summer-school-para-3: ଶିବିର ଆଗାମୀ ମାସ ଶେଷ ପର୍ଯ୍ୟନ୍ତ ଚାଲିବ । ଶେଷ ଦିନ ପିଲାମାନଙ୍କୁ ପୁରସ୍କାର ପ୍ରଦାନ କରାଯିବ । [722,966,948,993]
student-drown-para-3: ପୋଲିସ ମୃତଦେହ ଜବତ କରି ପୋଷ୍ଟମର୍ଟମ ପାଇଁ ପଠାଇଛି । ଅସ୍ୱାଭାବିକ ମୃତ୍ୟୁ ମାମଲା ରୁଜୁ ହୋଇଛି । [1252,993,1525,1020]
potato-para-2: ତେବେ ବଜାରରେ ଉପଯୁକ୍ତ ଦର ନ ମିଳିବାରୁ କିଛି ଚାଷୀ ଚିନ୍ତିତ ଅଛନ୍ତି । ଥଣ୍ଡା ଭଣ୍ଡାର ଅଭାବ ମଧ୍ୟ ସମସ୍ୟା ସୃଷ୍ଟି କରୁଛି । [749,1231,948,1274]
hospital-para-2: ହୃଦରୋଗ, ସ୍ନାୟୁରୋଗ, କର୍କଟ, ଶିଶୁ ରୋଗ ଓ ସ୍ତ୍ରୀ ରୋଗ ବିଭାଗ ସହ ଡାଏଲିସିସ ୟୁନିଟ ମଧ୍ୟ ଖୋଲିବ ବୋଲି ଜଣାପଡ଼ିଛି । ଗରିବ ରୋଗୀଙ୍କ ପାଇଁ ନିଃଶୁଳ୍କ ଚିକିତ୍ସା ବ୍ୟବସ୍ଥା ରହିବ । [184,678,344,751]
blood-camp-figure [539,602,948,765]
horoscope-address-2: ଧାନମଣ୍ଡି, [85,1720,130,1733]
zodiac-libra-icon: ♎ [865,1571,917,1623]
anniversary-logo-icon [13,9,88,85]
zodiac-pisces-icon: ♓ [1303,1630,1355,1682]
zodiac-sagittarius-icon: ♐ [1084,1571,1136,1623]
zodiac-gemini-icon: ♊ [427,1571,479,1623]
zodiac-virgo-text: ଆର୍ଥିକ ସ୍ଥିତି ସୁଧୁରିବ । ନୂଆ ଯୋଜନା ପ୍ରସ୍ତୁତ ହେବ । ମିତ୍ରଙ୍କ ସହଯୋଗ ମିଳିବ । [703,1630,852,1668]
section-title: ରାଜ୍ୟ ଖବର [637,22,874,76]
sand-mafia-para-2: ନଦୀ ଗର୍ଭରୁ ଅନିୟନ୍ତ୍ରିତ ବାଲି ଉତ୍ତୋଳନ ଫଳରେ ପରିବେଶ ଉପରେ ପ୍ରଭାବ ପଡ଼ୁଛି । ନଦୀ ବନ୍ଧ ଦୁର୍ବଳ ହେଉଛି । [967,1464,1240,1490]
diamond-icon [11,1045,25,1060]
horoscope-column [421,1563,640,1786]
power-meeting-para-3: ଗ୍ରୀଷ୍ମ ଦିନରେ ବିଦ୍ୟୁତ ଚାହିଦା ବଢ଼ିଥିବାରୁ ଲୋଡ଼ ସେଡିଂ ହେଉଛି । ଶୀଘ୍ର ଏହାର ସମାଧାନ କରାଯିବ ବୋଲି ଆଶ୍ୱାସନା ଦିଆଯାଇଛି । [266,1139,388,1212]
student-drown-para-1: ସାଙ୍ଗମାନଙ୍କ ସହ ଗାଧୋଇବାକୁ ଯାଇ ସେ ଗଭୀର ପାଣିକୁ ଚାଲିଯାଇଥିଲେ । ଗ୍ରାମବାସୀ ଉଦ୍ଧାର କରି ଚିକିତ୍ସାଳୟ ନେଇଥିଲେ । [967,1008,1240,1035]
power-meeting-title: ନିରବଚ୍ଛିନ୍ନ ବିଦ୍ୟୁତ ଯୋଗାଣ ଓ ସମସ୍ୟା ସମାଧାନ ଲକ୍ଷ୍ୟ [50,1068,478,1129]
blood-camp-para-3: ରକ୍ତଦାତାମାନଙ୍କୁ ପ୍ରଶଂସାପତ୍ର ପ୍ରଦାନ କରାଯାଇଥିଲା । ଆଗାମୀ ଦିନରେ ମଧ୍ୟ ଏହିପରି ଶିବିର ଆୟୋଜନ କରାଯିବ ବୋଲି ଘୋଷଣା କରାଯାଇଛି । [749,793,948,851]
lead-para-11: ପ୍ରଶାସନ ଶୀଘ୍ର ସ୍ଥାୟୀ ସମାଧାନ ନ କଲେ ଆନ୍ଦୋଳନ କରାଯିବ ବୋଲି ଗ୍ରାମବାସୀ ଚେତାବନୀ ଦେଇଛନ୍ତି । [720,254,940,281]
zodiac-virgo-icon: ♍ [646,1630,698,1682]
oil-depot-para-4: ପ୍ରଶାସନ ପକ୍ଷରୁ ଜନଶୁଣାଣି ଆୟୋଜନ କରାଯାଇଥିଲା । ଅଧିକାଂଶ ଗ୍ରାମବାସୀ ବିରୋଧ କରିଥିଲେ । [1108,784,1237,842]
masthead-logo-block [13,9,372,121]
hospital-para-4: ଜିଲ୍ଲା ପ୍ରଶାସନ ପକ୍ଷରୁ ଜମି ହସ୍ତାନ୍ତର ପ୍ରକ୍ରିୟା ଶୀଘ୍ର ସମ୍ପୂର୍ଣ୍ଣ କରାଯିବ ବୋଲି ଜିଲ୍ଲାପାଳ କହିଛନ୍ତି । ସ୍ଥାନୀୟ ଜନପ୍ରତିନିଧି ଏହାକୁ ସ୍ୱାଗତ କରିଛନ୍ତି । [356,642,516,700]
hospital-para-5: ଚିକିତ୍ସାଳୟରେ ଆଧୁନିକ ଯନ୍ତ୍ରପାତି ସହ ପ୍ରଶିକ୍ଷିତ ଡାକ୍ତର ଓ ନର୍ସ ନିଯୁକ୍ତି ଦିଆଯିବ । ସ୍ଥାନୀୟ ଯୁବକଙ୍କୁ ମଧ୍ୟ ନିଯୁକ୍ତି ସୁଯୋଗ ମିଳିବ । [356,709,516,766]
masthead-dateline: ଭୁବନେଶ୍ୱର • ଶୁକ୍ରବାର • ମେ ୨୨ • ୨୦୨୫ [66,106,256,120]
